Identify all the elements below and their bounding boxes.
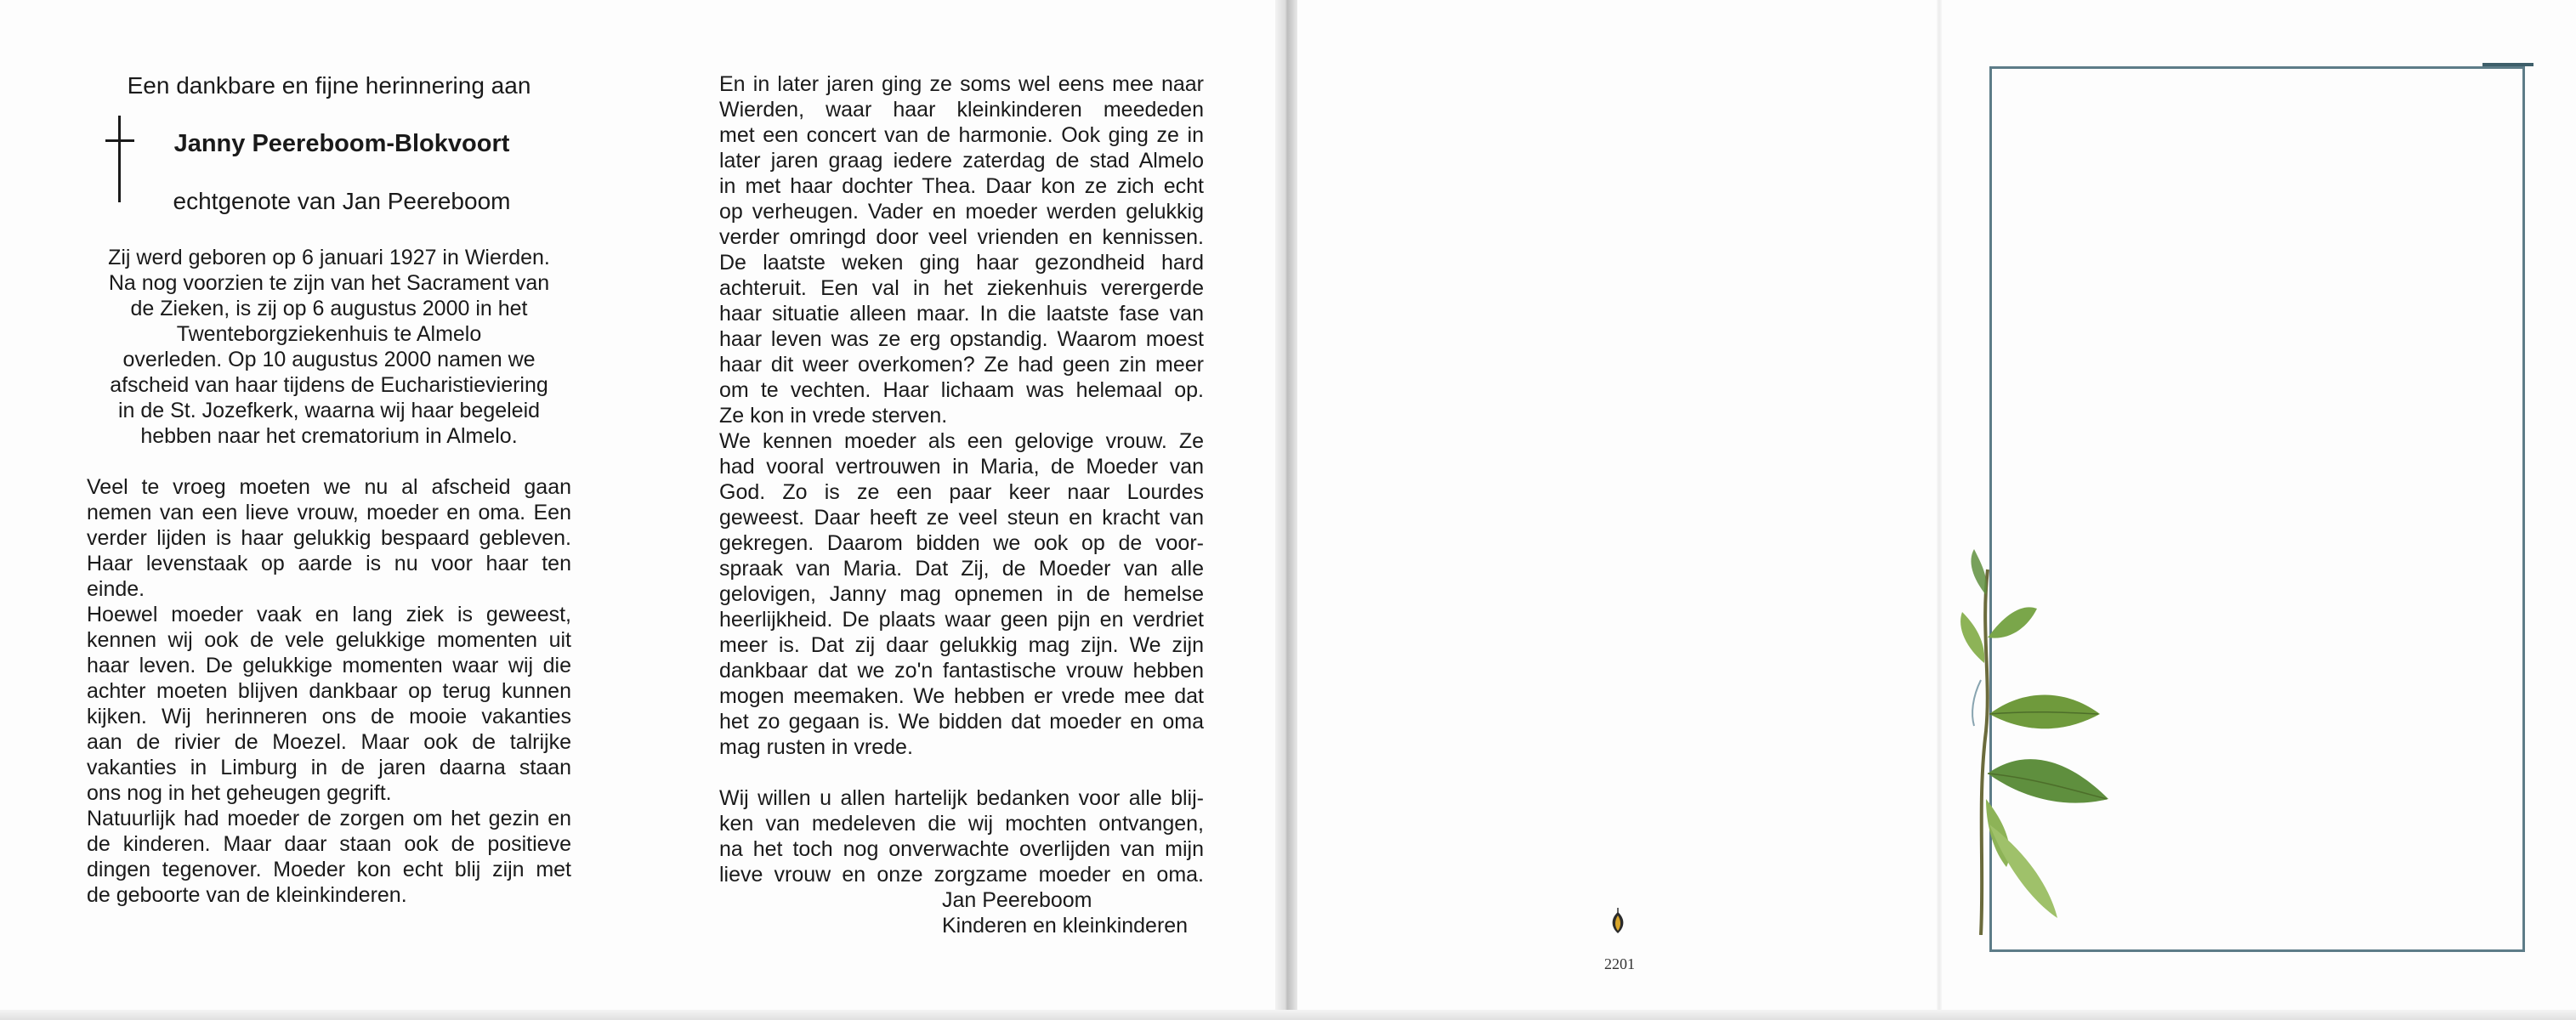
bio-line: Zij werd geboren op 6 januari 1927 in Wierden.: [108, 246, 550, 269]
text-line: geweest. Daar heeft ze veel steun en kracht van: [719, 506, 1204, 530]
card-bottom-edge: [0, 1010, 2576, 1020]
text-line: haar situatie alleen maar. In die laatste fase van: [719, 302, 1204, 326]
text-line: haar leven. De gelukkige momenten waar wij die: [87, 654, 571, 677]
text-line: We kennen moeder als een gelovige vrouw. Ze: [719, 429, 1204, 453]
text-line: om te vechten. Haar lichaam was helemaal op.: [719, 378, 1204, 402]
text-line: de kinderen. Maar daar staan ook de positieve: [87, 832, 571, 856]
cross-icon: [105, 116, 134, 202]
deceased-name: Janny Peereboom-Blokvoort: [173, 130, 510, 157]
text-line: Ze kon in vrede sterven.: [719, 404, 948, 428]
text-line: En in later jaren ging ze soms wel eens mee naar: [719, 72, 1204, 96]
text-line: nemen van een lieve vrouw, moeder en oma. Een: [87, 501, 571, 524]
paragraph-farewell: [87, 474, 571, 602]
text-line: De laatste weken ging haar gezondheid hard: [719, 251, 1204, 275]
paragraph-family: [87, 806, 571, 908]
text-line: later jaren graag iedere zaterdag de stad Almelo: [719, 149, 1204, 173]
text-line: ons nog in het geheugen gegrift.: [87, 781, 392, 805]
panel-fold: [1937, 0, 1942, 1020]
text-line: op verheugen. Vader en moeder werden gelukkig: [719, 200, 1204, 224]
signature-line: Jan Peereboom: [942, 888, 1092, 912]
text-line: dankbaar dat we zo'n fantastische vrouw hebben: [719, 659, 1204, 683]
text-line: Wierden, waar haar kleinkinderen meededen: [719, 98, 1204, 122]
text-line: verder lijden is haar gelukkig bespaard gebleven.: [87, 526, 571, 550]
text-line: Natuurlijk had moeder de zorgen om het gezin en: [87, 807, 571, 830]
text-line: achteruit. Een val in het ziekenhuis verergerde: [719, 276, 1204, 300]
printer-logo-icon: [1609, 908, 1627, 935]
text-line: achter moeten blijven dankbaar op terug kunnen: [87, 679, 571, 703]
text-line: kennen wij ook de vele gelukkige momenten uit: [87, 628, 571, 652]
text-line: dingen tegenover. Moeder kon echt blij zijn met: [87, 858, 571, 881]
left-column: [87, 71, 571, 908]
frame-corner-mark: [2482, 63, 2533, 66]
spouse-line: echtgenote van Jan Peereboom: [173, 188, 511, 214]
text-line: het zo gegaan is. We bidden dat moeder en oma: [719, 710, 1204, 734]
text-line: spraak van Maria. Dat Zij, de Moeder van alle: [719, 557, 1204, 581]
signature-line: Kinderen en kleinkinderen: [942, 914, 1189, 938]
intro-line: Een dankbare en fijne herinnering aan: [127, 72, 531, 99]
bio-line: afscheid van haar tijdens de Eucharistieviering: [110, 373, 548, 397]
text-line: na het toch nog onverwachte overlijden van mijn: [719, 837, 1204, 861]
bio-line: overleden. Op 10 augustus 2000 namen we: [122, 348, 536, 371]
bio-line: Na nog voorzien te zijn van het Sacrament van: [108, 271, 550, 295]
text-line: in met haar dochter Thea. Daar kon ze zich echt: [719, 174, 1204, 198]
text-line: heerlijkheid. De plaats waar geen pijn en verdriet: [719, 608, 1204, 632]
text-line: verder omringd door veel vrienden en kennissen.: [719, 225, 1204, 249]
print-code: 2201: [1604, 955, 1635, 972]
text-line: lieve vrouw en onze zorgzame moeder en oma.: [719, 863, 1204, 887]
paragraph-memories: [87, 602, 571, 806]
text-line: de geboorte van de kleinkinderen.: [87, 883, 407, 907]
text-line: haar leven was ze erg opstandig. Waarom moest: [719, 327, 1204, 351]
text-line: met een concert van de harmonie. Ook ging ze in: [719, 123, 1204, 147]
text-line: mogen meemaken. We hebben er vrede mee dat: [719, 684, 1204, 708]
bio-line: de Zieken, is zij op 6 augustus 2000 in het: [130, 297, 528, 320]
signature-block: [719, 887, 1204, 938]
middle-column: [719, 71, 1204, 938]
text-line: gekregen. Daarom bidden we ook op de voor-: [719, 531, 1204, 555]
text-line: Veel te vroeg moeten we nu al afscheid gaan: [87, 475, 571, 499]
text-line: Haar levenstaak op aarde is nu voor haar ten: [87, 552, 571, 575]
bio-line: in de St. Jozefkerk, waarna wij haar begeleid: [117, 399, 541, 422]
plant-illustration-icon: [1955, 544, 2125, 935]
text-line: gelovigen, Janny mag opnemen in de hemelse: [719, 582, 1204, 606]
text-line: God. Zo is ze een paar keer naar Lourdes: [719, 480, 1204, 504]
text-line: kijken. Wij herinneren ons de mooie vakanties: [87, 705, 571, 728]
text-line: had vooral vertrouwen in Maria, de Moeder van: [719, 455, 1204, 479]
paragraph-later-years: [719, 71, 1204, 428]
text-line: einde.: [87, 577, 145, 601]
text-line: aan de rivier de Moezel. Maar ook de talrijke: [87, 730, 571, 754]
text-line: mag rusten in vrede.: [719, 735, 913, 759]
text-line: Wij willen u allen hartelijk bedanken voor alle blij-: [719, 786, 1204, 810]
bio-line: Twenteborgziekenhuis te Almelo: [176, 322, 482, 346]
biography-block: [87, 245, 571, 449]
bio-line: hebben naar het crematorium in Almelo.: [140, 424, 518, 448]
text-line: ken van medeleven die wij mochten ontvangen,: [719, 812, 1204, 836]
text-line: meer is. Dat zij daar gelukkig mag zijn. We zijn: [719, 633, 1204, 657]
text-line: haar dit weer overkomen? Ze had geen zin meer: [719, 353, 1204, 377]
center-fold: [1275, 0, 1297, 1020]
text-line: Hoewel moeder vaak en lang ziek is geweest,: [87, 603, 571, 626]
text-line: vakanties in Limburg in de jaren daarna staan: [87, 756, 571, 779]
paragraph-thanks: [719, 785, 1204, 887]
paragraph-faith: [719, 428, 1204, 760]
